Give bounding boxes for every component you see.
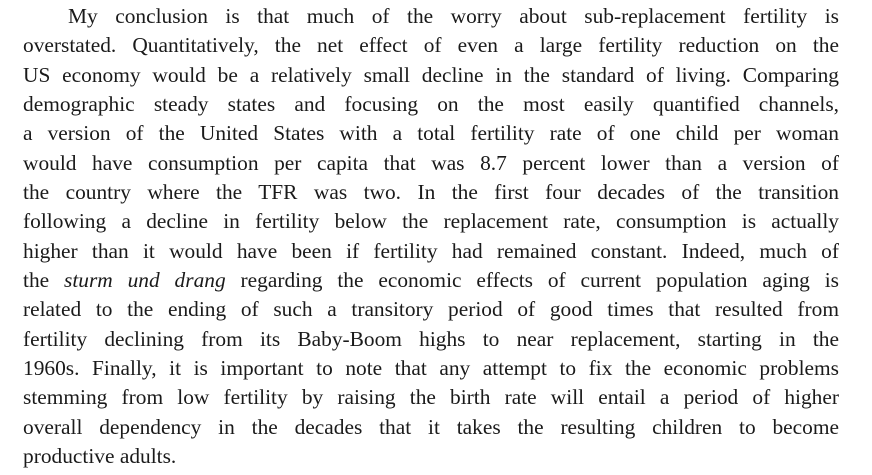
text-line: My conclusion is that much of the worry about sub-replacement fertility is <box>68 4 839 28</box>
text-line: overall dependency in the decades that it takes the resulting children to become <box>23 414 839 439</box>
text-line: overstated. Quantitatively, the net effect of even a large fertility reduction on the <box>23 33 839 58</box>
text-line: a version of the United States with a total fertility rate of one child per woman <box>23 121 839 146</box>
italic-phrase: sturm und drang <box>64 268 226 293</box>
text-line: 1960s. Finally, it is important to note that any attempt to fix the economic problems <box>23 356 839 381</box>
text-line: demographic steady states and focusing on the most easily quantified channels, <box>23 92 839 117</box>
text-segment: the <box>23 268 64 293</box>
text-line: the country where the TFR was two. In the first four decades of the transition <box>23 180 839 205</box>
text-line: following a decline in fertility below the replacement rate, consumption is actually <box>23 209 839 234</box>
text-line: US economy would be a relatively small decline in the standard of living. Comparing <box>23 62 839 87</box>
text-line <box>23 266 839 295</box>
text-line: productive adults. <box>23 444 177 469</box>
body-paragraph <box>23 2 839 472</box>
text-segment: regarding the economic effects of current population aging is <box>225 268 839 293</box>
text-line: stemming from low fertility by raising the birth rate will entail a period of higher <box>23 385 839 410</box>
text-line: higher than it would have been if fertility had remained constant. Indeed, much of <box>23 238 839 263</box>
text-line: fertility declining from its Baby-Boom highs to near replacement, starting in the <box>23 326 839 351</box>
text-line: related to the ending of such a transitory period of good times that resulted from <box>23 297 839 322</box>
text-line: would have consumption per capita that was 8.7 percent lower than a version of <box>23 150 839 175</box>
